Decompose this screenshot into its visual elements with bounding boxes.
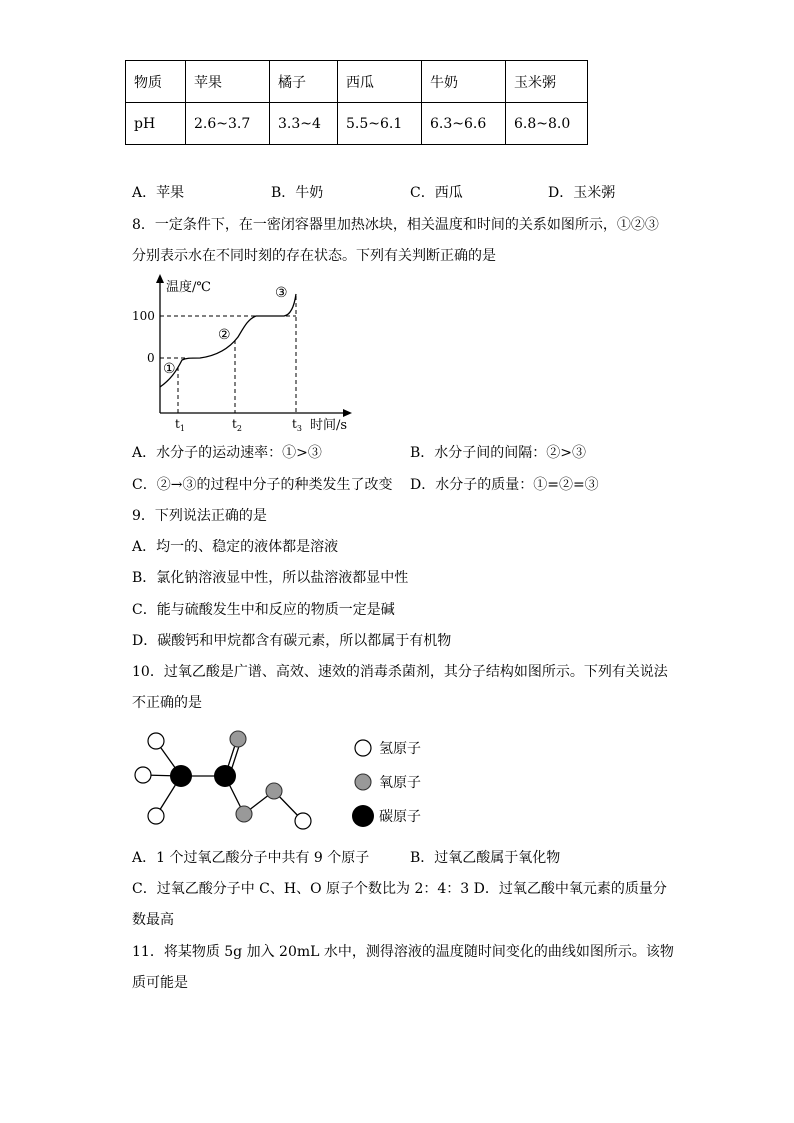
molecule-structure-diagram: [125, 725, 445, 835]
q9-option-b[interactable]: B．氯化钠溶液显中性，所以盐溶液都显中性: [132, 570, 409, 586]
carbon-atom: [170, 765, 192, 787]
q8-option-d[interactable]: D．水分子的质量：①=②=③: [410, 477, 599, 493]
q7-option-a[interactable]: A．苹果: [132, 185, 185, 201]
table-cell: 玉米粥: [506, 61, 588, 103]
hydrogen-atom: [148, 808, 164, 824]
table-cell: 5.5~6.1: [338, 103, 422, 145]
q10-option-a[interactable]: A．1 个过氧乙酸分子中共有 9 个原子: [132, 850, 370, 866]
ph-table: [125, 60, 588, 145]
q10-option-c-d[interactable]: C．过氧乙酸分子中 C、H、O 原子个数比为 2：4：3 D．过氧乙酸中氧元素的质量分: [132, 881, 667, 897]
q11-stem-line2: 质可能是: [132, 975, 188, 991]
state-mark-1: ①: [163, 361, 176, 377]
tick-t1: $t_1$: [175, 417, 185, 433]
table-cell: 2.6~3.7: [186, 103, 270, 145]
legend-hydrogen-icon: [355, 740, 371, 756]
tick-t3: $t_3$: [292, 417, 302, 433]
q9-option-a[interactable]: A．均一的、稳定的液体都是溶液: [132, 539, 339, 555]
table-cell: 3.3~4: [270, 103, 338, 145]
table-cell: 6.3~6.6: [422, 103, 506, 145]
table-row: [126, 103, 588, 145]
oxygen-atom: [266, 783, 282, 799]
table-cell: 物质: [126, 61, 186, 103]
table-cell: 牛奶: [422, 61, 506, 103]
table-cell: 苹果: [186, 61, 270, 103]
temperature-time-graph: [120, 272, 370, 437]
oxygen-atom: [236, 806, 252, 822]
y-tick-0: 0: [147, 351, 155, 365]
hydrogen-atom: [148, 733, 164, 749]
q10-stem-line1: 10．过氧乙酸是广谱、高效、速效的消毒杀菌剂，其分子结构如图所示。下列有关说法: [132, 664, 668, 680]
table-cell: 西瓜: [338, 61, 422, 103]
table-row: [126, 61, 588, 103]
q10-stem-line2: 不正确的是: [132, 695, 202, 711]
q10-option-d-cont[interactable]: 数最高: [132, 912, 174, 928]
y-axis-label: 温度/℃: [166, 280, 211, 295]
y-axis-arrow: [156, 274, 164, 283]
q7-option-d[interactable]: D．玉米粥: [548, 185, 616, 201]
carbon-atom: [214, 765, 236, 787]
state-mark-2: ②: [218, 327, 231, 343]
table-cell: pH: [126, 103, 186, 145]
table-cell: 橘子: [270, 61, 338, 103]
hydrogen-atom: [295, 813, 311, 829]
y-tick-100: 100: [132, 309, 155, 323]
q8-option-b[interactable]: B．水分子间的间隔：②>③: [410, 445, 587, 461]
q7-option-b[interactable]: B．牛奶: [271, 185, 324, 201]
q9-option-d[interactable]: D．碳酸钙和甲烷都含有碳元素，所以都属于有机物: [132, 633, 452, 649]
x-axis-arrow: [343, 409, 352, 417]
q8-stem-line1: 8．一定条件下，在一密闭容器里加热冰块，相关温度和时间的关系如图所示，①②③: [132, 217, 659, 233]
q9-option-c[interactable]: C．能与硫酸发生中和反应的物质一定是碱: [132, 602, 395, 618]
table-cell: 6.8~8.0: [506, 103, 588, 145]
legend-oxygen-icon: [355, 774, 371, 790]
legend-carbon-label: 碳原子: [379, 809, 421, 825]
hydrogen-atom: [135, 767, 151, 783]
legend-oxygen-label: 氧原子: [379, 775, 421, 791]
state-mark-3: ③: [275, 285, 288, 301]
q8-stem-line2: 分别表示水在不同时刻的存在状态。下列有关判断正确的是: [132, 248, 496, 264]
q11-stem-line1: 11．将某物质 5g 加入 20mL 水中，测得溶液的温度随时间变化的曲线如图所示。该物: [132, 944, 674, 960]
q9-stem: 9．下列说法正确的是: [132, 508, 267, 524]
q8-option-c[interactable]: C．②→③的过程中分子的种类发生了改变: [132, 477, 393, 493]
q7-option-c[interactable]: C．西瓜: [410, 185, 463, 201]
oxygen-atom: [230, 731, 246, 747]
q10-option-b[interactable]: B．过氧乙酸属于氧化物: [410, 850, 561, 866]
legend-carbon-icon: [352, 805, 374, 827]
legend-hydrogen-label: 氢原子: [379, 741, 421, 757]
x-axis-label: 时间/s: [310, 418, 348, 433]
tick-t2: $t_2$: [232, 417, 242, 433]
q8-option-a[interactable]: A．水分子的运动速率：①>③: [132, 445, 322, 461]
